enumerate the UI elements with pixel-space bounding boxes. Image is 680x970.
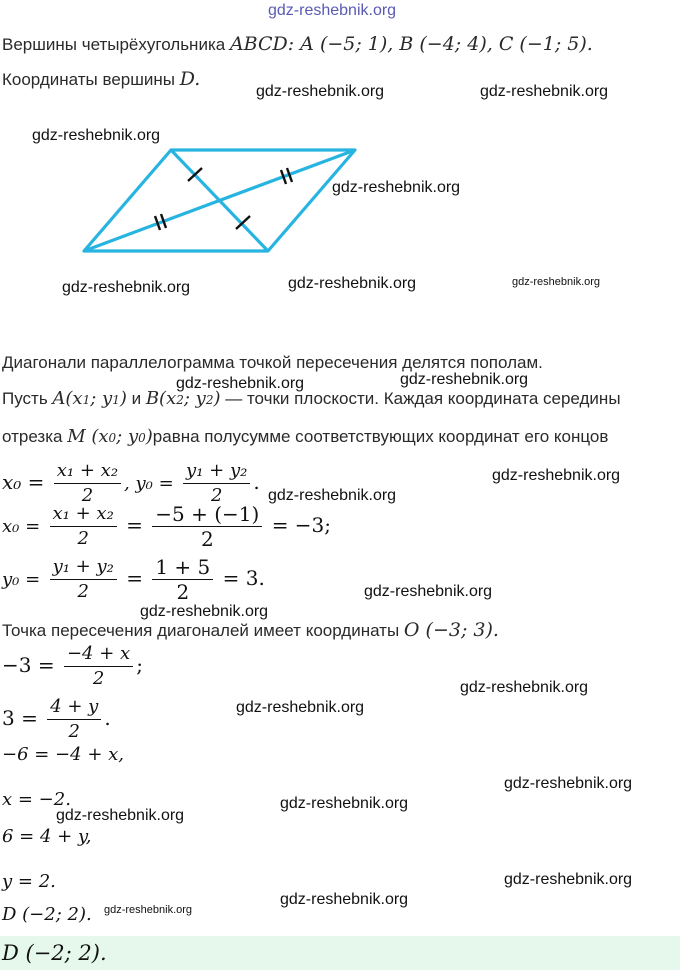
formula-midpoint bbox=[2, 460, 260, 507]
f4-lhs: −3 = bbox=[2, 653, 55, 677]
watermark: gdz-reshebnik.org bbox=[140, 603, 269, 620]
f4-num: −4 + x bbox=[64, 643, 133, 667]
formula-y0 bbox=[2, 556, 265, 603]
point-a-open: A(x bbox=[52, 388, 83, 409]
watermark: gdz-reshebnik.org bbox=[62, 279, 191, 296]
f1-lhs: x₀ = bbox=[2, 470, 45, 494]
f1-frac-1 bbox=[54, 460, 121, 507]
f4-end: ; bbox=[136, 653, 143, 677]
step-f7: x = −2. bbox=[2, 789, 71, 810]
step-f10: D (−2; 2). bbox=[2, 904, 92, 925]
f3-den-1: 2 bbox=[77, 581, 89, 602]
f1-mid: , y₀ = bbox=[124, 473, 174, 494]
watermark: gdz-reshebnik.org bbox=[104, 904, 193, 916]
answer-box bbox=[0, 936, 680, 970]
watermark: gdz-reshebnik.org bbox=[288, 275, 417, 292]
point-m-open: M (x bbox=[67, 426, 109, 447]
f2-end: = −3; bbox=[271, 513, 332, 537]
step-f8: 6 = 4 + y, bbox=[2, 826, 92, 847]
point-a-formula: A(x1; y1) bbox=[52, 388, 127, 409]
formula-x0 bbox=[2, 503, 331, 550]
problem-math-2: D. bbox=[179, 68, 201, 90]
f1-end: . bbox=[253, 470, 260, 494]
problem-text-2: Координаты вершины bbox=[2, 70, 180, 89]
f1-den-1: 2 bbox=[81, 485, 94, 506]
point-b-formula: B(x2; y2) bbox=[145, 388, 221, 409]
watermark: gdz-reshebnik.org bbox=[332, 179, 461, 196]
f5-den: 2 bbox=[68, 721, 80, 742]
theory-line-2 bbox=[2, 388, 621, 409]
formula-eq-y bbox=[2, 696, 111, 743]
f3-den-2: 2 bbox=[176, 580, 190, 604]
theory-2b: и bbox=[126, 389, 146, 408]
f2-frac-2 bbox=[152, 503, 262, 550]
f3-frac-2 bbox=[152, 556, 213, 603]
f2-num-2: −5 + (−1) bbox=[152, 503, 262, 527]
f2-frac-1 bbox=[50, 503, 117, 550]
watermark: gdz-reshebnik.org bbox=[504, 871, 633, 888]
f4-frac bbox=[64, 643, 133, 690]
intersection-math: O (−3; 3). bbox=[403, 619, 499, 641]
watermark: gdz-reshebnik.org bbox=[268, 487, 397, 504]
watermark: gdz-reshebnik.org bbox=[364, 583, 493, 600]
f1-frac-2 bbox=[183, 460, 250, 507]
watermark: gdz-reshebnik.org bbox=[280, 795, 409, 812]
f4-den: 2 bbox=[92, 668, 105, 689]
answer-text: D (−2; 2). bbox=[2, 941, 107, 965]
watermark: gdz-reshebnik.org bbox=[400, 371, 529, 388]
f3-eq: = bbox=[126, 566, 143, 590]
formula-eq-x bbox=[2, 643, 143, 690]
f5-end: . bbox=[104, 706, 111, 730]
watermark: gdz-reshebnik.org bbox=[32, 127, 161, 144]
f1-num-2: y₁ + y₂ bbox=[183, 460, 250, 484]
problem-math-1: ABCD: A (−5; 1), B (−4; 4), C (−1; 5). bbox=[229, 33, 593, 55]
problem-text-1: Вершины четырёхугольника bbox=[2, 35, 230, 54]
f5-lhs: 3 = bbox=[2, 706, 38, 730]
watermark: gdz-reshebnik.org bbox=[280, 891, 409, 908]
watermark: gdz-reshebnik.org bbox=[460, 679, 589, 696]
watermark: gdz-reshebnik.org bbox=[480, 83, 609, 100]
watermark: gdz-reshebnik.org bbox=[512, 276, 601, 288]
watermark: gdz-reshebnik.org bbox=[492, 467, 621, 484]
f2-den-2: 2 bbox=[200, 527, 214, 551]
watermark: gdz-reshebnik.org bbox=[56, 807, 185, 824]
theory-3a: отрезка bbox=[2, 427, 68, 446]
f3-num-2: 1 + 5 bbox=[152, 556, 213, 580]
theory-line-3 bbox=[2, 426, 608, 447]
point-m-formula: M (x0; y0) bbox=[67, 426, 153, 447]
intersection-text: Точка пересечения диагоналей имеет координаты bbox=[2, 621, 404, 640]
watermark: gdz-reshebnik.org bbox=[504, 775, 633, 792]
f2-num-1: x₁ + x₂ bbox=[50, 503, 117, 527]
theory-3b: равна полусумме соответствующих координат его концов bbox=[152, 427, 609, 446]
step-f6: −6 = −4 + x, bbox=[2, 744, 124, 765]
f2-den-1: 2 bbox=[77, 528, 89, 549]
watermark-top: gdz-reshebnik.org bbox=[268, 2, 397, 19]
theory-2a: Пусть bbox=[2, 389, 53, 408]
watermark: gdz-reshebnik.org bbox=[236, 699, 365, 716]
f1-num-1: x₁ + x₂ bbox=[54, 460, 121, 484]
f5-frac bbox=[47, 696, 101, 743]
watermark: gdz-reshebnik.org bbox=[176, 375, 305, 392]
point-b-open: B(x bbox=[145, 388, 177, 409]
f3-num-1: y₁ + y₂ bbox=[50, 556, 117, 580]
theory-line-1: Диагонали параллелограмма точкой пересечения делятся пополам. bbox=[2, 353, 543, 372]
f3-end: = 3. bbox=[222, 566, 265, 590]
f3-lhs: y₀ = bbox=[2, 569, 41, 590]
theory-2c: — точки плоскости. Каждая координата середины bbox=[220, 389, 621, 408]
f2-eq: = bbox=[126, 513, 143, 537]
f1-den-2: 2 bbox=[210, 485, 223, 506]
f2-lhs: x₀ = bbox=[2, 516, 41, 537]
diagonal-bd bbox=[171, 150, 268, 251]
f5-num: 4 + y bbox=[47, 696, 101, 720]
step-f9: y = 2. bbox=[2, 871, 56, 892]
watermark: gdz-reshebnik.org bbox=[256, 83, 385, 100]
f3-frac-1 bbox=[50, 556, 117, 603]
intersection-line bbox=[2, 619, 499, 641]
